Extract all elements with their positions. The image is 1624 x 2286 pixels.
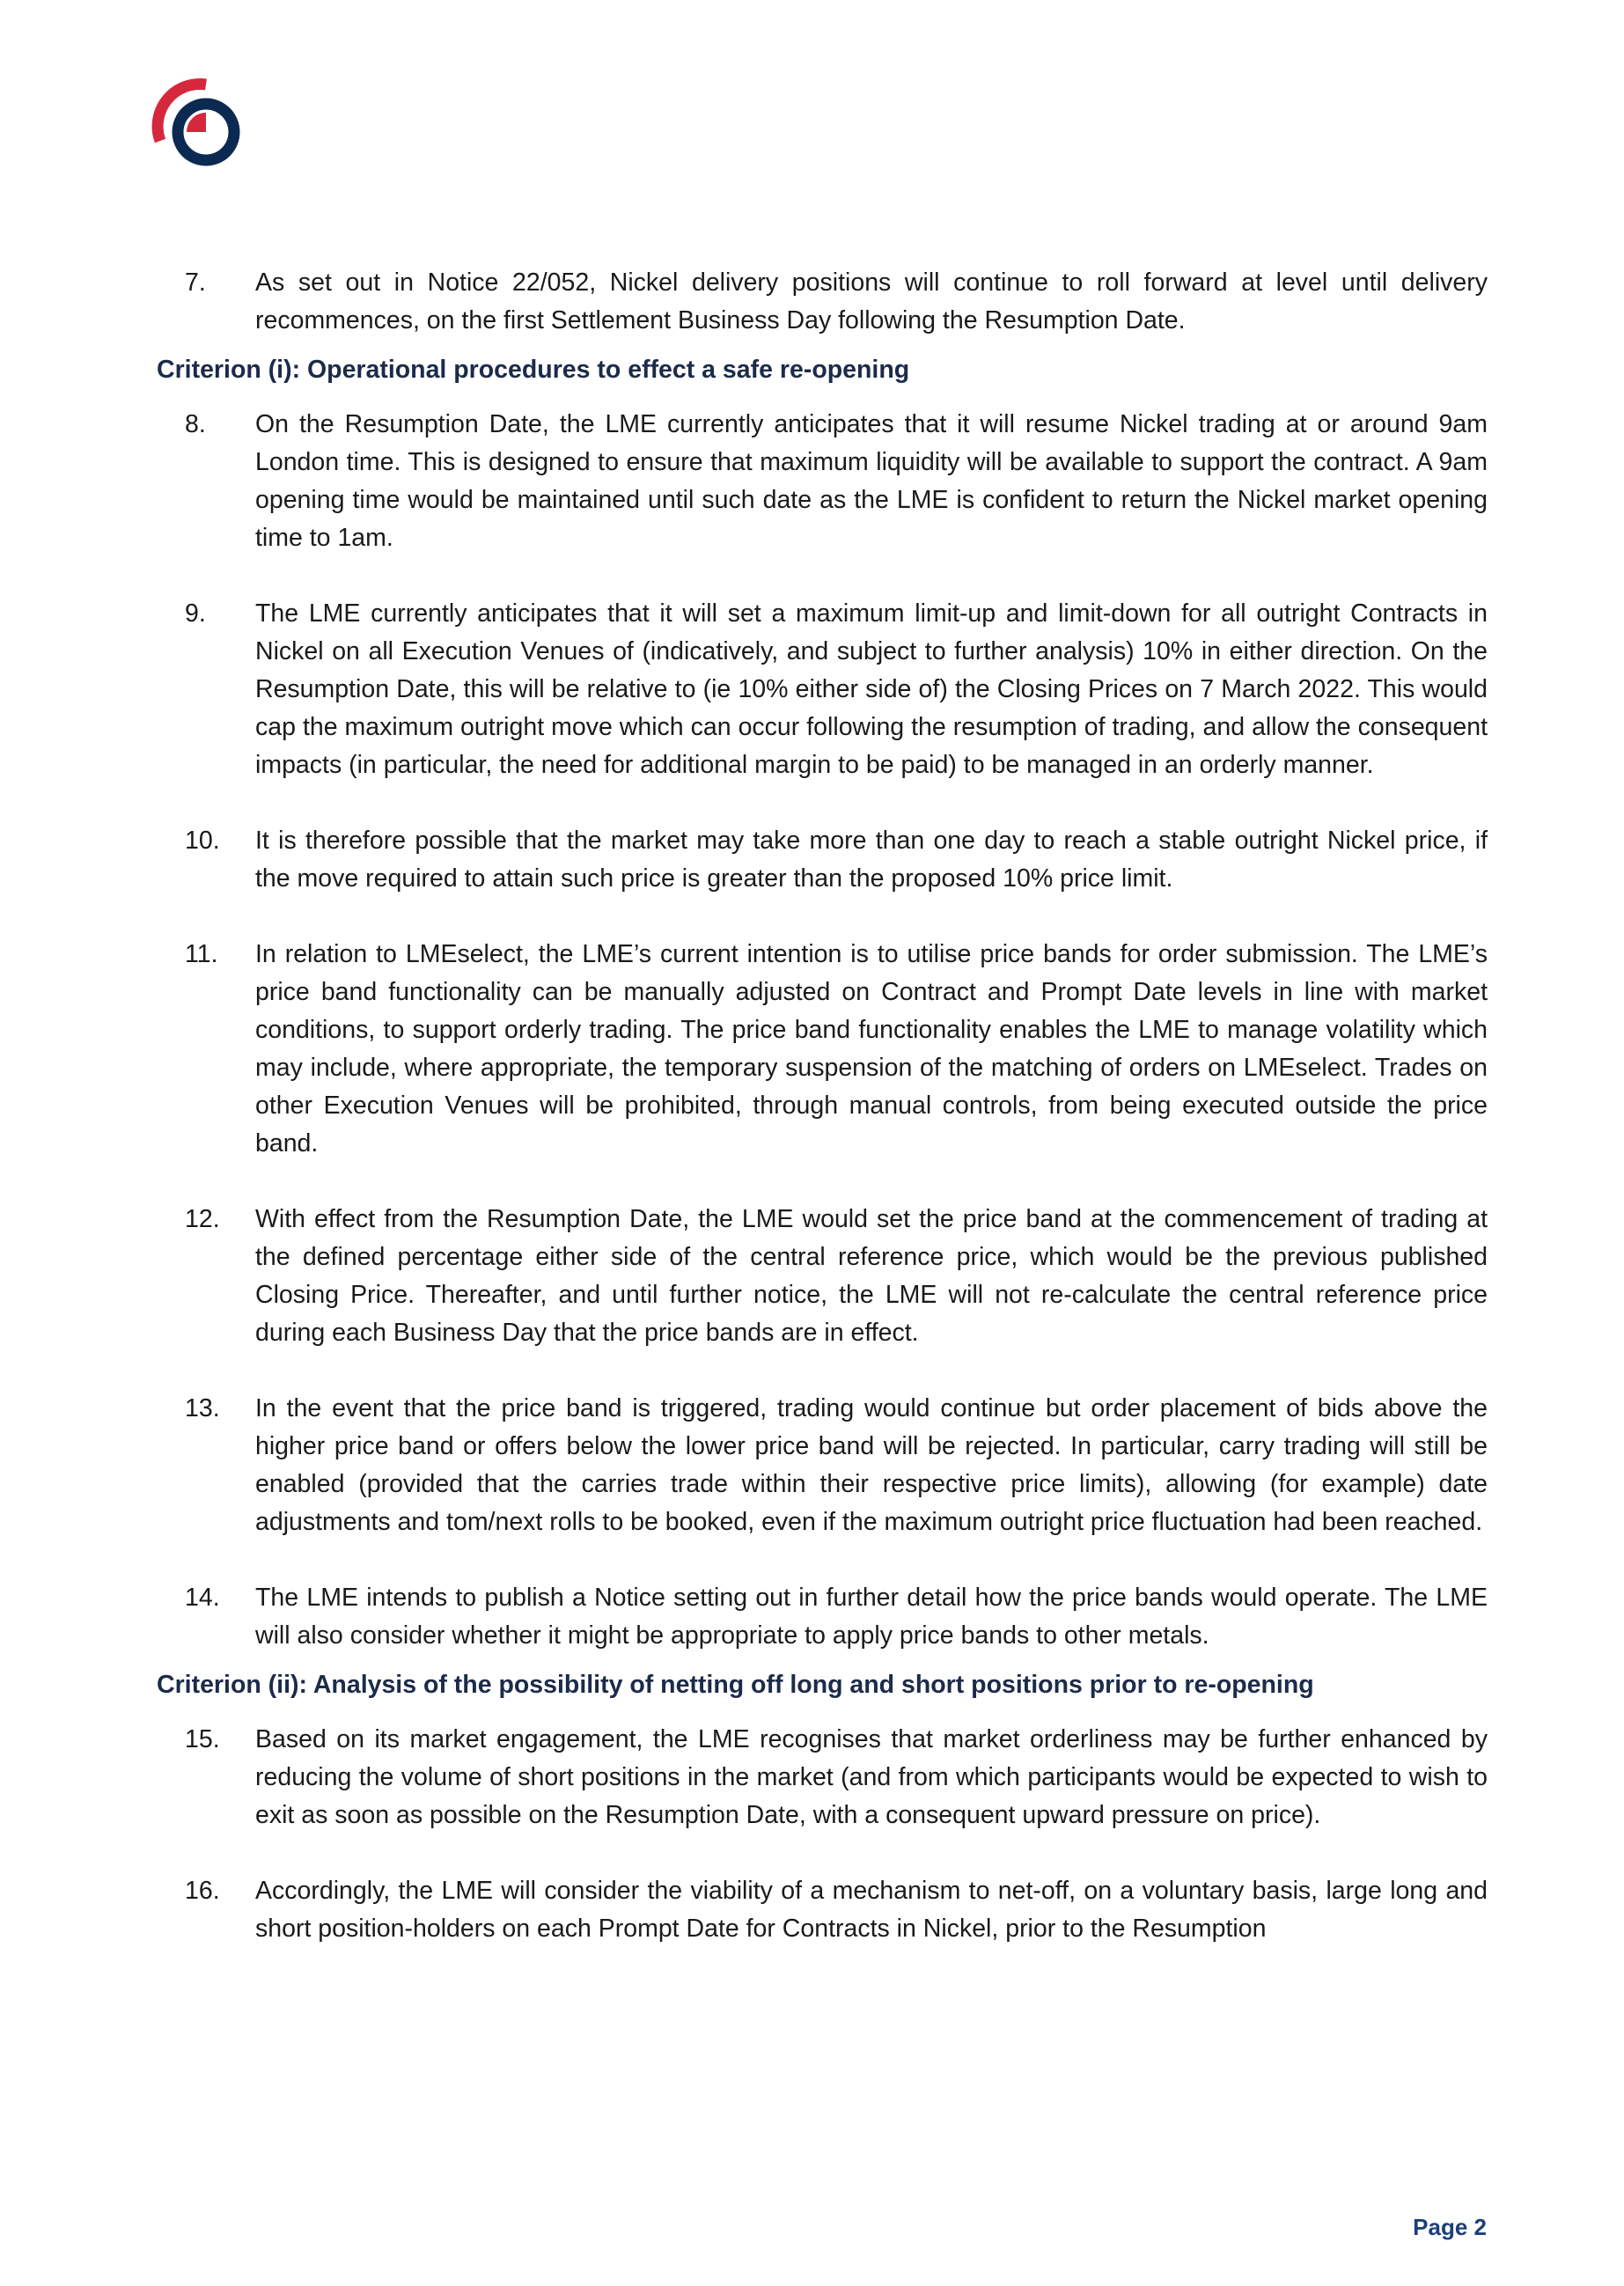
paragraph-text: The LME currently anticipates that it will set a maximum limit-up and limit-down for all outright Contracts in Nickel on all Execution Venues of (indicatively, and subject to further analysis) 10% in either direction. On the Resumption Date, this will be relative to (ie 10% either side of) the Closing Prices on 7 March 2022. This would cap the maximum outright move which can occur following the resumption of trading, and allow the consequent impacts (in particular, the need for additional margin to be paid) to be managed in an orderly manner. — [255, 599, 1488, 779]
paragraph-text: The LME intends to publish a Notice setting out in further detail how the price bands would operate. The LME will also consider whether it might be appropriate to apply price bands to other metals. — [255, 1584, 1488, 1650]
paragraph-number: 16. — [185, 1877, 220, 1905]
section-heading-criterion-i: Criterion (i): Operational procedures to effect a safe re-opening — [157, 356, 910, 384]
paragraph-8 — [157, 406, 1488, 557]
lme-logo-icon — [151, 77, 250, 176]
paragraph-11 — [157, 936, 1488, 1163]
paragraph-12 — [157, 1201, 1488, 1352]
page-number: Page 2 — [1413, 2214, 1487, 2240]
paragraph-13 — [157, 1390, 1488, 1541]
paragraph-text: In the event that the price band is triggered, trading would continue but order placement of bids above the higher price band or offers below the lower price band will be rejected. In particular, carry trading will still be enabled (provided that the carries trade within their respective price limits), allowing (for example) date adjustments and tom/next rolls to be booked, even if the maximum outright price fluctuation had been reached. — [255, 1394, 1488, 1536]
document-body — [157, 264, 1488, 1986]
paragraph-text: Accordingly, the LME will consider the viability of a mechanism to net-off, on a voluntary basis, large long and short position-holders on each Prompt Date for Contracts in Nickel, prior to the Resumption — [255, 1877, 1488, 1943]
paragraph-16 — [157, 1872, 1488, 1948]
paragraph-number: 9. — [185, 599, 206, 628]
paragraph-number: 10. — [185, 827, 220, 855]
paragraph-number: 11. — [185, 940, 218, 968]
paragraph-text: In relation to LMEselect, the LME’s current intention is to utilise price bands for order submission. The LME’s price band functionality can be manually adjusted on Contract and Prompt Date levels in line with market conditions, to support orderly trading. The price band functionality enables the LME to manage volatility which may include, where appropriate, the temporary suspension of the matching of orders on LMEselect. Trades on other Execution Venues will be prohibited, through manual controls, from being executed outside the price band. — [255, 940, 1488, 1158]
paragraph-14 — [157, 1579, 1488, 1655]
paragraph-number: 12. — [185, 1205, 220, 1233]
paragraph-7 — [157, 264, 1488, 340]
section-heading-criterion-ii: Criterion (ii): Analysis of the possibility of netting off long and short positions prior to re-opening — [157, 1671, 1314, 1699]
paragraph-number: 7. — [185, 268, 206, 297]
paragraph-9 — [157, 595, 1488, 784]
paragraph-number: 15. — [185, 1725, 220, 1753]
paragraph-text: It is therefore possible that the market may take more than one day to reach a stable outright Nickel price, if the move required to attain such price is greater than the proposed 10% price limit. — [255, 827, 1488, 893]
paragraph-text: With effect from the Resumption Date, the LME would set the price band at the commencement of trading at the defined percentage either side of the central reference price, which would be the previous published Closing Price. Thereafter, and until further notice, the LME will not re-calculate the central reference price during each Business Day that the price bands are in effect. — [255, 1205, 1488, 1347]
paragraph-text: As set out in Notice 22/052, Nickel delivery positions will continue to roll forward at level until delivery recommences, on the first Settlement Business Day following the Resumption Date. — [255, 268, 1488, 334]
paragraph-text: Based on its market engagement, the LME recognises that market orderliness may be further enhanced by reducing the volume of short positions in the market (and from which participants would be expected to wish to exit as soon as possible on the Resumption Date, with a consequent upward pressure on price). — [255, 1725, 1488, 1829]
paragraph-15 — [157, 1721, 1488, 1834]
paragraph-number: 14. — [185, 1584, 220, 1612]
paragraph-10 — [157, 822, 1488, 898]
paragraph-number: 13. — [185, 1394, 220, 1422]
paragraph-text: On the Resumption Date, the LME currently anticipates that it will resume Nickel trading at or around 9am London time. This is designed to ensure that maximum liquidity will be available to support the contract. A 9am opening time would be maintained until such date as the LME is confident to return the Nickel market opening time to 1am. — [255, 410, 1488, 552]
paragraph-number: 8. — [185, 410, 206, 438]
